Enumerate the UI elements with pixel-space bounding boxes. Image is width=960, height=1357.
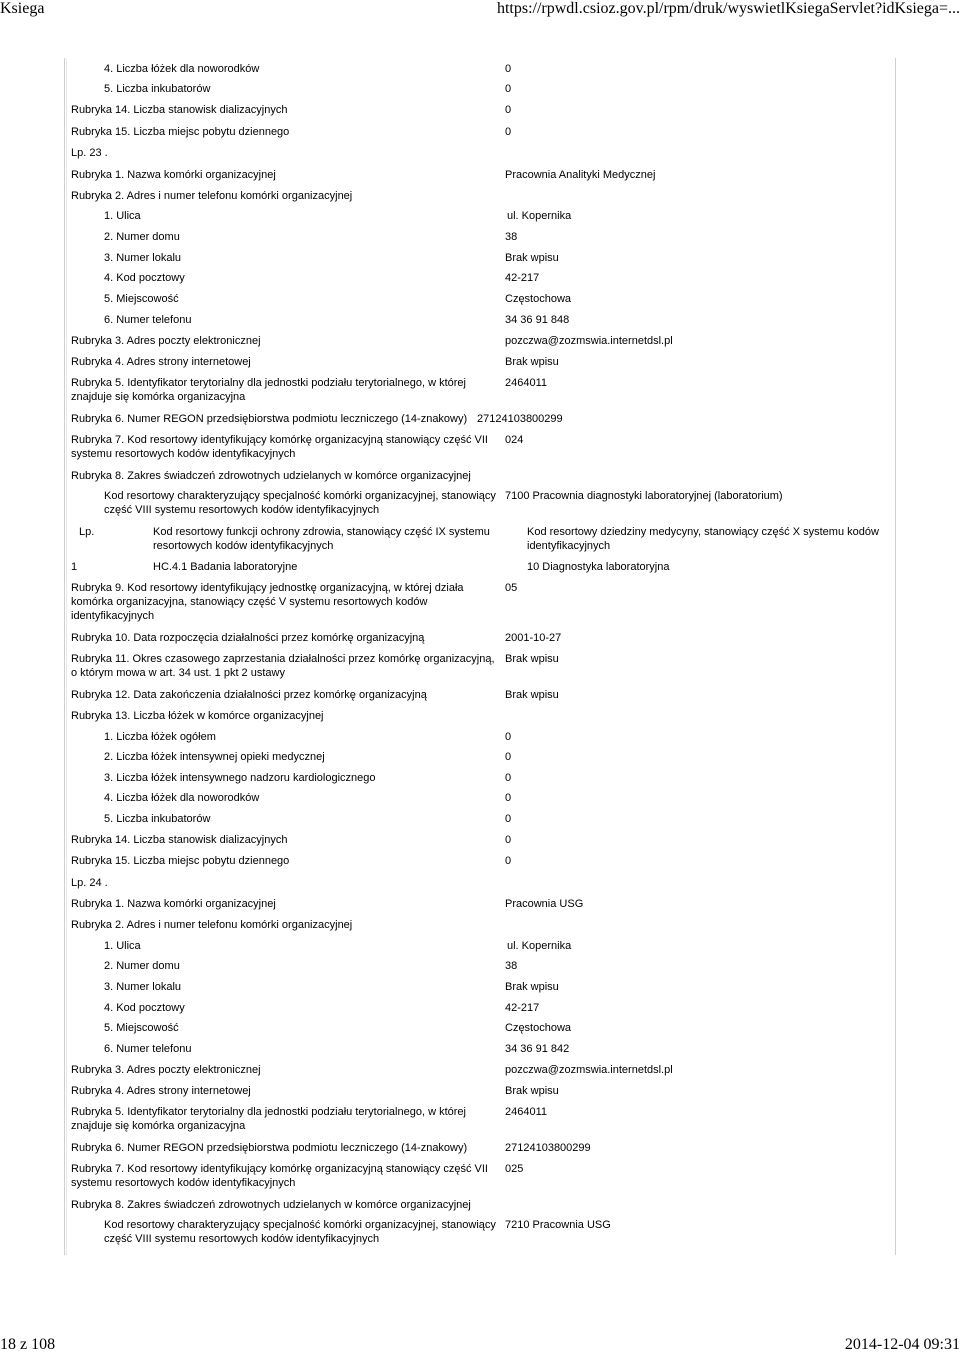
field-label: Rubryka 6. Numer REGON przedsiębiorstwa podmiotu leczniczego (14-znakowy)	[71, 413, 468, 425]
column-header: Kod resortowy dziedziny medycyny, stanowiący część X systemu kodów identyfikacyjnych	[527, 526, 879, 552]
field-label: 2. Liczba łóżek intensywnej opieki medycznej	[104, 751, 325, 763]
field-label: 4. Kod pocztowy	[104, 272, 185, 284]
record-number: Lp. 23 .	[71, 147, 108, 159]
field-value: 27124103800299	[505, 1142, 591, 1154]
field-label: 5. Miejscowość	[104, 293, 179, 305]
field-label: 6. Numer telefonu	[104, 1043, 192, 1055]
field-value: Częstochowa	[505, 293, 572, 305]
field-value: 42-217	[505, 1002, 540, 1014]
field-value: Brak wpisu	[505, 1085, 559, 1097]
field-value: Brak wpisu	[505, 689, 559, 701]
print-footer	[0, 1335, 960, 1357]
field-value: 7210 Pracownia USG	[505, 1219, 611, 1231]
field-label: 6. Numer telefonu	[104, 314, 192, 326]
record-number: Lp. 24 .	[71, 877, 108, 889]
field-label: Rubryka 11. Okres czasowego zaprzestania działalności przez komórkę organizacyjną, o którym mowa w art. 34 ust. 1 pkt 2 ustawy	[71, 653, 495, 679]
field-label: Rubryka 15. Liczba miejsc pobytu dziennego	[71, 126, 290, 138]
field-value: 0	[505, 731, 512, 743]
field-value: 0	[505, 813, 512, 825]
field-value: 2464011	[505, 1106, 548, 1118]
field-label: Rubryka 12. Data zakończenia działalności przez komórkę organizacyjną	[71, 689, 427, 701]
field-value: 2464011	[505, 377, 548, 389]
field-label: 4. Liczba łóżek dla noworodków	[104, 63, 260, 75]
field-value: 0	[505, 63, 512, 75]
field-value: 0	[505, 772, 512, 784]
print-header-title: Ksiega	[0, 0, 45, 17]
field-label: Rubryka 10. Data rozpoczęcia działalności przez komórkę organizacyjną	[71, 632, 425, 644]
field-label: 4. Kod pocztowy	[104, 1002, 185, 1014]
field-label: Rubryka 1. Nazwa komórki organizacyjnej	[71, 898, 276, 910]
field-value: 7100 Pracownia diagnostyki laboratoryjnej (laboratorium)	[505, 490, 783, 502]
field-value: 0	[505, 855, 512, 867]
table-cell: HC.4.1 Badania laboratoryjne	[153, 561, 298, 573]
field-label: Rubryka 15. Liczba miejsc pobytu dziennego	[71, 855, 290, 867]
field-label: Kod resortowy charakteryzujący specjalność komórki organizacyjnej, stanowiący część VIII systemu resortowych kodów identyfikacyjnych	[104, 1219, 496, 1245]
field-value: 42-217	[505, 272, 540, 284]
field-value: Pracownia Analityki Medycznej	[505, 169, 656, 181]
field-value: 0	[505, 104, 512, 116]
field-label: Rubryka 6. Numer REGON przedsiębiorstwa podmiotu leczniczego (14-znakowy)	[71, 1142, 468, 1154]
field-value: 0	[505, 83, 512, 95]
field-value: Częstochowa	[505, 1022, 572, 1034]
column-header: Kod resortowy funkcji ochrony zdrowia, stanowiący część IX systemu resortowych kodów identyfikacyjnych	[153, 526, 490, 552]
field-label: 4. Liczba łóżek dla noworodków	[104, 792, 260, 804]
field-value: 2001-10-27	[505, 632, 562, 644]
field-value: ul. Kopernika	[507, 940, 572, 952]
section-label: Rubryka 13. Liczba łóżek w komórce organizacyjnej	[71, 710, 324, 722]
field-label: 2. Numer domu	[104, 231, 180, 243]
field-label: 1. Liczba łóżek ogółem	[104, 731, 216, 743]
field-label: Rubryka 5. Identyfikator terytorialny dla jednostki podziału terytorialnego, w której znajduje się komórka organizacyjna	[71, 377, 466, 403]
field-value: pozczwa@zozmswia.internetdsl.pl	[505, 1064, 673, 1076]
section-label: Rubryka 8. Zakres świadczeń zdrowotnych udzielanych w komórce organizacyjnej	[71, 470, 471, 482]
print-timestamp: 2014-12-04 09:31	[844, 1336, 960, 1353]
field-value: 05	[505, 582, 518, 594]
field-value: 024	[505, 434, 524, 446]
field-label: 5. Liczba inkubatorów	[104, 813, 211, 825]
field-label: 3. Numer lokalu	[104, 981, 182, 993]
field-label: Rubryka 1. Nazwa komórki organizacyjnej	[71, 169, 276, 181]
field-value: 0	[505, 751, 512, 763]
field-value: Brak wpisu	[505, 981, 559, 993]
section-label: Rubryka 2. Adres i numer telefonu komórki organizacyjnej	[71, 919, 353, 931]
field-value: ul. Kopernika	[507, 210, 572, 222]
field-value: 38	[505, 960, 518, 972]
field-label: Rubryka 4. Adres strony internetowej	[71, 356, 251, 368]
field-value: Brak wpisu	[505, 653, 559, 665]
field-value: 34 36 91 842	[505, 1043, 570, 1055]
field-value: Pracownia USG	[505, 898, 584, 910]
field-value: 34 36 91 848	[505, 314, 570, 326]
field-label: 1. Ulica	[104, 940, 141, 952]
field-label: Rubryka 14. Liczba stanowisk dializacyjnych	[71, 104, 288, 116]
table-cell: 10 Diagnostyka laboratoryjna	[527, 561, 670, 573]
field-label: Rubryka 14. Liczba stanowisk dializacyjnych	[71, 834, 288, 846]
field-label: Rubryka 9. Kod resortowy identyfikujący jednostkę organizacyjną, w której działa komórka organizacyjna, stanowiący część V systemu resortowych kodów identyfikacyjnych	[71, 582, 464, 622]
field-label: 3. Numer lokalu	[104, 252, 182, 264]
section-label: Rubryka 8. Zakres świadczeń zdrowotnych udzielanych w komórce organizacyjnej	[71, 1199, 471, 1211]
column-header: Lp.	[79, 526, 95, 538]
field-value: 27124103800299	[477, 413, 563, 425]
field-value: 0	[505, 792, 512, 804]
field-label: Rubryka 3. Adres poczty elektronicznej	[71, 1064, 261, 1076]
field-value: 0	[505, 126, 512, 138]
field-label: 3. Liczba łóżek intensywnego nadzoru kardiologicznego	[104, 772, 376, 784]
field-label: Rubryka 4. Adres strony internetowej	[71, 1085, 251, 1097]
table-cell: 1	[71, 561, 78, 573]
field-label: 1. Ulica	[104, 210, 141, 222]
field-value: pozczwa@zozmswia.internetdsl.pl	[505, 335, 673, 347]
field-label: 5. Miejscowość	[104, 1022, 179, 1034]
field-label: Rubryka 7. Kod resortowy identyfikujący komórkę organizacyjną stanowiący część VII systemu resortowych kodów identyfikacyjnych	[71, 1163, 488, 1189]
field-label: Rubryka 7. Kod resortowy identyfikujący komórkę organizacyjną stanowiący część VII systemu resortowych kodów identyfikacyjnych	[71, 434, 488, 460]
field-value: Brak wpisu	[505, 252, 559, 264]
field-label: Rubryka 5. Identyfikator terytorialny dla jednostki podziału terytorialnego, w której znajduje się komórka organizacyjna	[71, 1106, 466, 1132]
field-label: 5. Liczba inkubatorów	[104, 83, 211, 95]
section-label: Rubryka 2. Adres i numer telefonu komórki organizacyjnej	[71, 190, 353, 202]
field-value: Brak wpisu	[505, 356, 559, 368]
field-value: 38	[505, 231, 518, 243]
field-label: Kod resortowy charakteryzujący specjalność komórki organizacyjnej, stanowiący część VIII systemu resortowych kodów identyfikacyjnych	[104, 490, 496, 516]
print-header-url: https://rpwdl.csioz.gov.pl/rpm/druk/wyswietlKsiegaServlet?idKsiega=...	[496, 0, 960, 17]
field-label: Rubryka 3. Adres poczty elektronicznej	[71, 335, 261, 347]
page-counter: 18 z 108	[0, 1336, 56, 1353]
field-label: 2. Numer domu	[104, 960, 180, 972]
field-value: 025	[505, 1163, 524, 1175]
field-value: 0	[505, 834, 512, 846]
